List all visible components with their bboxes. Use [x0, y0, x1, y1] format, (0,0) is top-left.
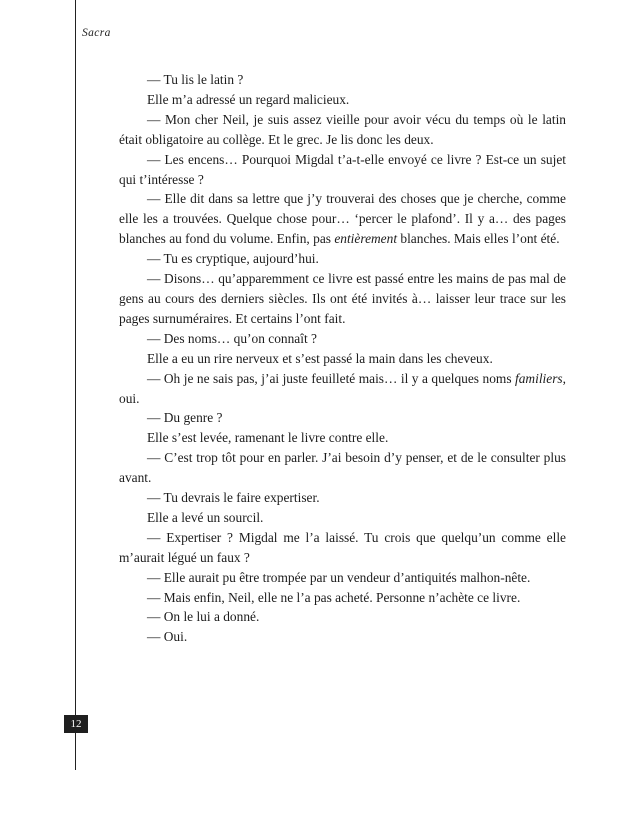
paragraph: — Elle aurait pu être trompée par un vendeur d’antiquités malhon-nête. — [147, 569, 531, 585]
paragraph: — Les encens… Pourquoi Migdal t’a-t-elle envoyé ce livre ? Est-ce un sujet qui t’intéresse ? — [119, 151, 566, 187]
paragraph: — Mais enfin, Neil, elle ne l’a pas acheté. Personne n’achète ce livre. — [147, 589, 521, 605]
text-run: , oui. — [119, 370, 566, 406]
emphasis: entièrement — [334, 231, 398, 247]
margin-rule — [75, 0, 76, 770]
paragraph: — Oui. — [147, 629, 188, 645]
text-run: — Oh je ne sais pas, j’ai juste feuilleté mais… il y a quelques noms — [147, 370, 516, 386]
paragraph — [119, 189, 566, 249]
paragraph: — Tu es cryptique, aujourd’hui. — [147, 251, 319, 267]
paragraph: Elle m’a adressé un regard malicieux. — [147, 91, 350, 107]
running-head: Sacra — [82, 27, 111, 39]
emphasis: familiers — [515, 370, 563, 386]
paragraph: — Des noms… qu’on connaît ? — [147, 330, 317, 346]
text-run: blanches. Mais elles l’ont été. — [397, 231, 560, 247]
paragraph: Elle a levé un sourcil. — [147, 509, 264, 525]
paragraph: — Disons… qu’apparemment ce livre est passé entre les mains de pas mal de gens au cours des derniers siècles. Ils ont été invités à… laisser leur trace sur les pages surnuméraires. Et certains l’ont fait. — [119, 271, 566, 326]
text-run: — Elle dit dans sa lettre que j’y trouverai des choses que je cherche, comme elle les a trouvées. Quelque chose pour… ‘percer le plafond’. Il y a… des pages blanches au fond du volume. Enfin, pas — [119, 191, 566, 247]
body-text — [119, 70, 566, 647]
paragraph: — C’est trop tôt pour en parler. J’ai besoin d’y penser, et de le consulter plus avant. — [119, 450, 566, 486]
paragraph: Elle s’est levée, ramenant le livre contre elle. — [147, 430, 389, 446]
paragraph: Elle a eu un rire nerveux et s’est passé la main dans les cheveux. — [147, 350, 493, 366]
paragraph: — Tu lis le latin ? — [147, 72, 244, 87]
page-number: 12 — [64, 715, 88, 733]
paragraph: — Du genre ? — [147, 410, 223, 426]
paragraph: — Expertiser ? Migdal me l’a laissé. Tu crois que quelqu’un comme elle m’aurait légué un faux ? — [119, 529, 566, 565]
paragraph — [119, 369, 566, 409]
paragraph: — Tu devrais le faire expertiser. — [147, 490, 320, 506]
paragraph: — On le lui a donné. — [147, 609, 260, 625]
paragraph: — Mon cher Neil, je suis assez vieille pour avoir vécu du temps où le latin était obligatoire au collège. Et le grec. Je lis donc les deux. — [119, 111, 566, 147]
